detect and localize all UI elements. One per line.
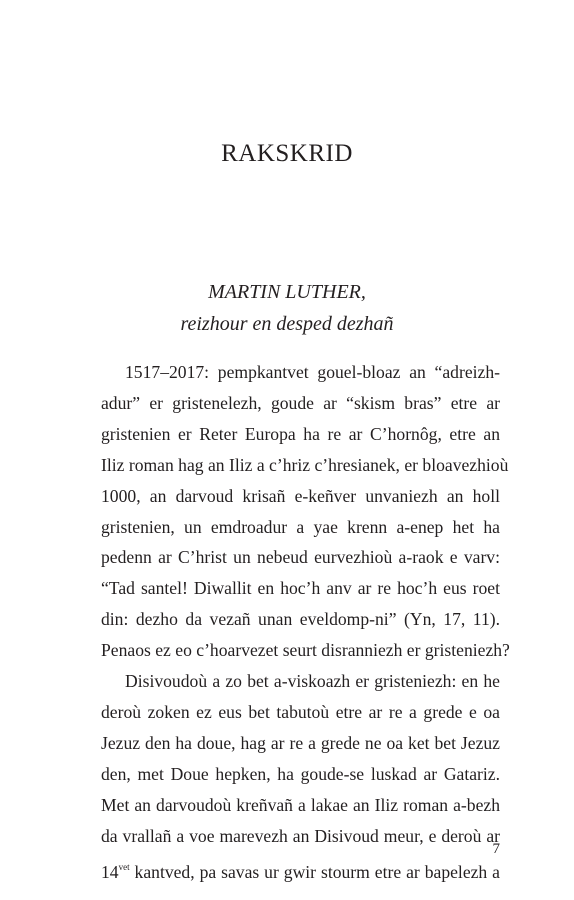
paragraph-2	[101, 666, 500, 887]
text-line: 1000, an darvoud krisañ e-keñver unvaniezh an holl	[101, 485, 500, 506]
page-number: 7	[492, 841, 500, 857]
ordinal-superscript: vet	[118, 861, 130, 872]
text-line: Jezuz den ha doue, hag ar re a grede ne oa ket bet Jezuz	[101, 732, 500, 753]
text-line: adur” er gristenelezh, goude ar “skism bras” etre ar	[101, 392, 500, 413]
text-line: gristenien er Reter Europa ha re ar C’hornôg, etre an	[101, 423, 500, 444]
text-line: den, met Doue hepken, ha goude-se luskad ar Gatariz.	[101, 763, 500, 784]
text-line: da vrallañ a voe marevezh an Disivoud meur, e deroù ar	[101, 825, 500, 846]
subtitle-line-2: reizhour en desped dezhañ	[180, 313, 394, 335]
section-subtitle	[0, 276, 574, 340]
text-line: “Tad santel! Diwallit en hoc’h anv ar re hoc’h eus roet	[101, 578, 500, 599]
text-line: Iliz roman hag an Iliz a c’hriz c’hresianek, er bloavezhioù	[101, 454, 509, 475]
line-continuation: kantved, pa savas ur gwir stourm etre ar bapelezh a	[129, 861, 500, 882]
body-text	[101, 357, 510, 887]
text-line: Disivoudoù a zo bet a-viskoazh er gristeniezh: en he	[125, 671, 500, 692]
text-line: din: dezho da vezañ unan eveldomp-ni” (Yn, 17, 11).	[101, 609, 500, 630]
chapter-heading: RAKSKRID	[221, 140, 353, 167]
text-line: pedenn ar C’hrist un nebeud eurvezhioù a-raok e varv:	[101, 547, 500, 568]
text-line-with-superscript	[101, 852, 500, 888]
text-line: Penaos ez eo c’hoarvezet seurt disranniezh er gristeniezh?	[101, 640, 510, 661]
text-line: deroù zoken ez eus bet tabutoù etre ar re a grede e oa	[101, 701, 500, 722]
subtitle-line-1: MARTIN LUTHER,	[208, 281, 366, 303]
text-line: gristenien, un emdroadur a yae krenn a-enep het ha	[101, 516, 500, 537]
text-line: Met an darvoudoù kreñvañ a lakae an Iliz roman a-bezh	[101, 794, 500, 815]
century-number: 14	[101, 861, 119, 882]
text-line: 1517–2017: pempkantvet gouel-bloaz an “adreizh-	[125, 362, 500, 382]
paragraph-1	[101, 357, 510, 666]
